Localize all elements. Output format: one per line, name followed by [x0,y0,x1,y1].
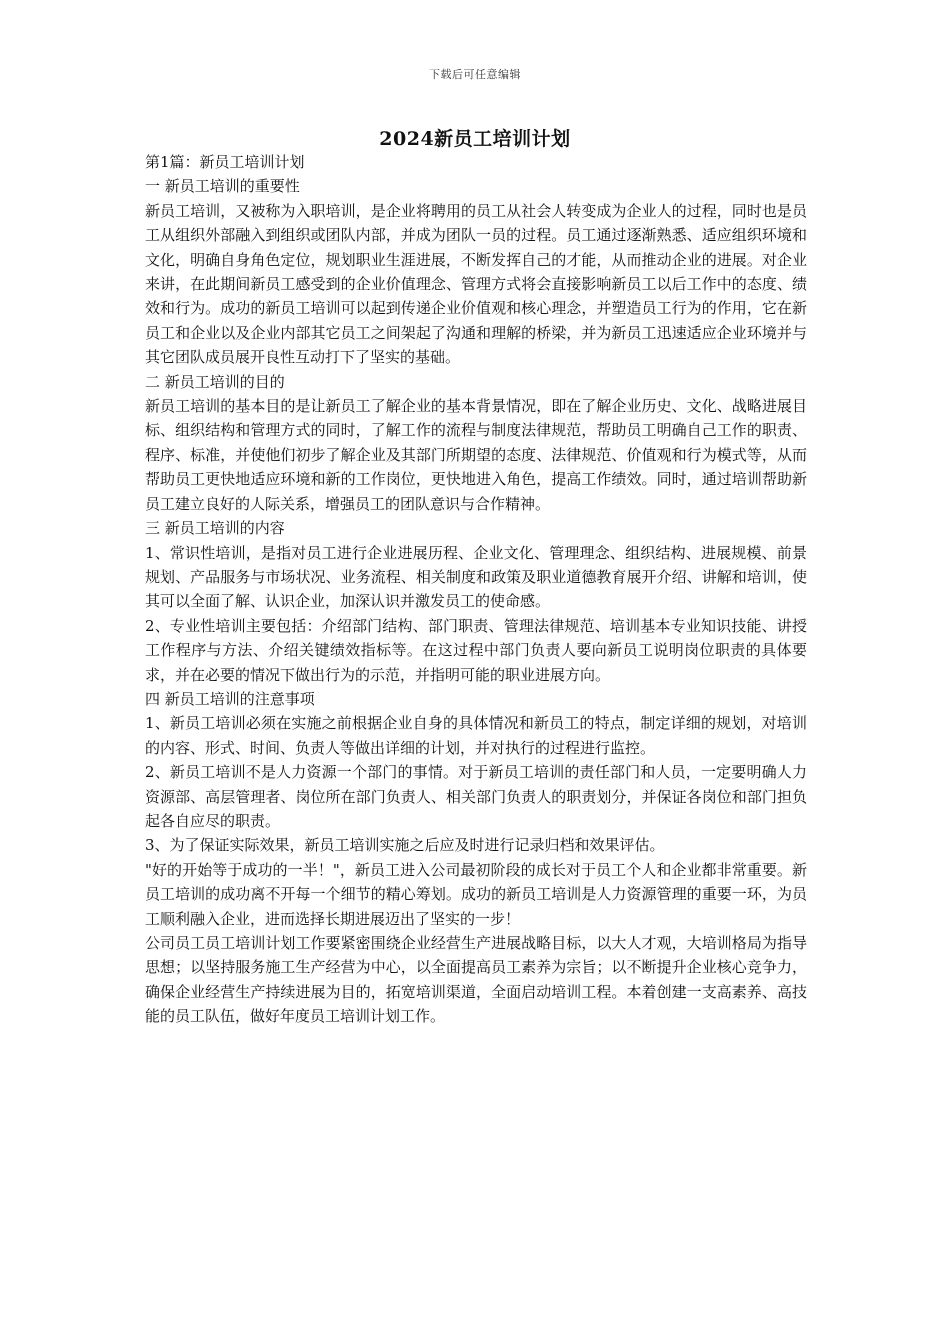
section-heading-purpose: 二 新员工培训的目的 [145,372,285,391]
paragraph-importance: 新员工培训，又被称为入职培训，是企业将聘用的员工从社会人转变成为企业人的过程，同时也是员工从组织外部融入到组织或团队内部，并成为团队一员的过程。员工通过逐渐熟悉、适应组织环境和文化，明确自身角色定位，规划职业生涯进展，不断发挥自己的才能，从而推动企业的进展。对企业来讲，在此期间新员工感受到的企业价值理念、管理方式将会直接影响新员工以后工作中的态度、绩效和行为。成功的新员工培训可以起到传递企业价值观和核心理念，并塑造员工行为的作用，它在新员工和企业以及企业内部其它员工之间架起了沟通和理解的桥梁，并为新员工迅速适应企业环境并与其它团队成员展开良性互动打下了坚实的基础。 [145,201,807,367]
paragraph-purpose: 新员工培训的基本目的是让新员工了解企业的基本背景情况，即在了解企业历史、文化、战略进展目标、组织结构和管理方式的同时，了解工作的流程与制度法律规范，帮助员工明确自己工作的职责、程序、标准，并使他们初步了解企业及其部门所期望的态度、法律规范、价值观和行为模式等，从而帮助员工更快地适应环境和新的工作岗位，更快地进入角色，提高工作绩效。同时，通过培训帮助新员工建立良好的人际关系，增强员工的团队意识与合作精神。 [145,397,807,513]
paragraph-note-3: 3、为了保证实际效果，新员工培训实施之后应及时进行记录归档和效果评估。 [145,836,665,855]
document-body [145,150,807,1029]
section-heading-part-1: 第1篇：新员工培训计划 [145,153,305,171]
paragraph-note-1: 1、新员工培训必须在实施之前根据企业自身的具体情况和新员工的特点，制定详细的规划，对培训的内容、形式、时间、负责人等做出详细的计划，并对执行的过程进行监控。 [145,714,807,757]
paragraph-professional-training: 2、专业性培训主要包括：介绍部门结构、部门职责、管理法律规范、培训基本专业知识技能、讲授工作程序与方法、介绍关键绩效指标等。在这过程中部门负责人要向新员工说明岗位职责的具体要求，并在必要的情况下做出行为的示范，并指明可能的职业进展方向。 [145,616,807,684]
paragraph-general-training: 1、常识性培训，是指对员工进行企业进展历程、企业文化、管理理念、组织结构、进展规模、前景规划、产品服务与市场状况、业务流程、相关制度和政策及职业道德教育展开介绍、讲解和培训，使其可以全面了解、认识企业，加深认识并激发员工的使命感。 [145,543,807,611]
paragraph-note-2: 2、新员工培训不是人力资源一个部门的事情。对于新员工培训的责任部门和人员，一定要明确人力资源部、高层管理者、岗位所在部门负责人、相关部门负责人的职责划分，并保证各岗位和部门担负起各自应尽的职责。 [145,763,807,830]
section-heading-importance: 一 新员工培训的重要性 [145,177,300,196]
paragraph-company-plan: 公司员工员工培训计划工作要紧密围绕企业经营生产进展战略目标，以大人才观，大培训格局为指导思想；以坚持服务施工生产经营为中心，以全面提高员工素养为宗旨；以不断提升企业核心竞争力，确保企业经营生产持续进展为目的，拓宽培训渠道，全面启动培训工程。本着创建一支高素养、高技能的员工队伍，做好年度员工培训计划工作。 [145,934,807,1026]
section-heading-content: 三 新员工培训的内容 [145,519,285,538]
section-heading-notes: 四 新员工培训的注意事项 [145,689,315,708]
document-title: 2024新员工培训计划 [379,128,571,150]
header-note: 下载后可任意编辑 [429,68,521,81]
paragraph-good-start: "好的开始等于成功的一半！"，新员工进入公司最初阶段的成长对于员工个人和企业都非常重要。新员工培训的成功离不开每一个细节的精心筹划。成功的新员工培训是人力资源管理的重要一环，为员工顺利融入企业，进而选择长期进展迈出了坚实的一步！ [145,860,807,928]
